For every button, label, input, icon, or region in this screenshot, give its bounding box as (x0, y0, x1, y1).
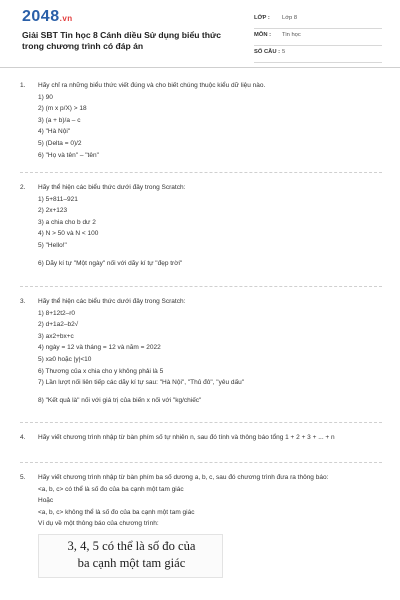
question-divider (20, 422, 382, 423)
question-number: 4. (20, 434, 26, 441)
question-item: 4) N > 50 và N < 100 (38, 230, 99, 238)
question-item: 6) Dãy kí tự "Một ngày" nối với dãy kí tự "đẹp trời" (38, 259, 183, 267)
question-prompt: Hãy viết chương trình nhập từ bàn phím số tự nhiên n, sau đó tính và thông báo tổng 1 + 2 + 3 + ... + n (38, 434, 335, 441)
meta-row-count (254, 46, 382, 63)
question-number: 2. (20, 184, 26, 191)
question-prompt: Hãy chỉ ra những biểu thức viết đúng và cho biết chúng thuộc kiểu dữ liệu nào. (38, 82, 266, 89)
meta-label: LỚP : (254, 15, 270, 21)
question-item: 1) 90 (38, 93, 53, 101)
question-item: 8) "Kết quả là" nối với giá trị của biến x nối với "kg/chiếc" (38, 396, 202, 404)
question-item: 5) "Hello!" (38, 241, 67, 249)
question-item: Ví dụ về một thông báo của chương trình: (38, 520, 159, 528)
document-meta (254, 12, 382, 63)
question-item: 3) (a + b)/a – c (38, 116, 81, 124)
example-output-image (38, 534, 223, 578)
question-item: 5) (Delta = 0)/2 (38, 139, 82, 147)
question-body (38, 432, 378, 444)
question-number: 1. (20, 82, 26, 89)
question-item: 1) 5+811–921 (38, 195, 78, 203)
question-item: 2) 2x+123 (38, 207, 68, 215)
example-output-line: 3, 4, 5 có thể là số đo của (67, 538, 196, 553)
document-title: Giải SBT Tin học 8 Cánh diều Sử dụng biểu thức trong chương trình có đáp án (22, 30, 221, 51)
meta-value: 5 (282, 49, 286, 55)
meta-label: MÔN : (254, 32, 272, 38)
question-item: 6) Thương của x chia cho y không phải là 5 (38, 367, 164, 375)
question-body (38, 80, 378, 161)
question-divider (20, 172, 382, 173)
meta-row-grade (254, 12, 382, 29)
question-item: <a, b, c> không thể là số đo của ba cạnh một tam giác (38, 508, 195, 516)
question-number: 5. (20, 474, 26, 481)
question-item: 2) (m x p/X) > 18 (38, 105, 87, 113)
question-item: Hoặc (38, 497, 54, 505)
question-prompt: Hãy thể hiện các biểu thức dưới đây trong Scratch: (38, 298, 186, 305)
page-header (0, 0, 400, 68)
question-prompt: Hãy thể hiện các biểu thức dưới đây trong Scratch: (38, 184, 186, 191)
question-number: 3. (20, 298, 26, 305)
question-divider (20, 286, 382, 287)
meta-label: SỐ CÂU : (254, 49, 281, 55)
question-body (38, 472, 378, 578)
example-output-line: ba cạnh một tam giác (77, 555, 186, 570)
question-item: 3) a chia cho b dư 2 (38, 218, 96, 226)
site-logo[interactable]: 2048.vn (22, 8, 73, 25)
question-body (38, 182, 378, 269)
question-item: 3) ax2+bx+c (38, 332, 74, 340)
question-prompt: Hãy viết chương trình nhập từ bàn phím ba số dương a, b, c, sau đó chương trình đưa ra thông báo: (38, 474, 329, 481)
site-logo-suffix: .vn (59, 14, 73, 23)
question-item: 6) "Họ và tên" – "tên" (38, 151, 99, 159)
question-item: <a, b, c> có thể là số đo của ba cạnh một tam giác (38, 485, 184, 493)
question-item: 2) d+1a2–b2√ (38, 321, 79, 329)
question-item: 7) Lần lượt nối liên tiếp các dãy kí tự sau: "Hà Nội", "Thủ đô", "yêu dấu" (38, 379, 245, 387)
question-item: 4) ngày = 12 và tháng = 12 và năm = 2022 (38, 344, 161, 352)
question-item: 1) 8+12t2–r0 (38, 309, 76, 317)
meta-value: Lớp 8 (282, 15, 298, 21)
meta-value: Tin học (282, 32, 301, 38)
meta-row-subject (254, 29, 382, 46)
question-divider (20, 462, 382, 463)
question-body (38, 296, 378, 406)
question-item: 5) x≥0 hoặc |y|<10 (38, 355, 92, 363)
question-item: 4) "Hà Nội" (38, 128, 71, 136)
